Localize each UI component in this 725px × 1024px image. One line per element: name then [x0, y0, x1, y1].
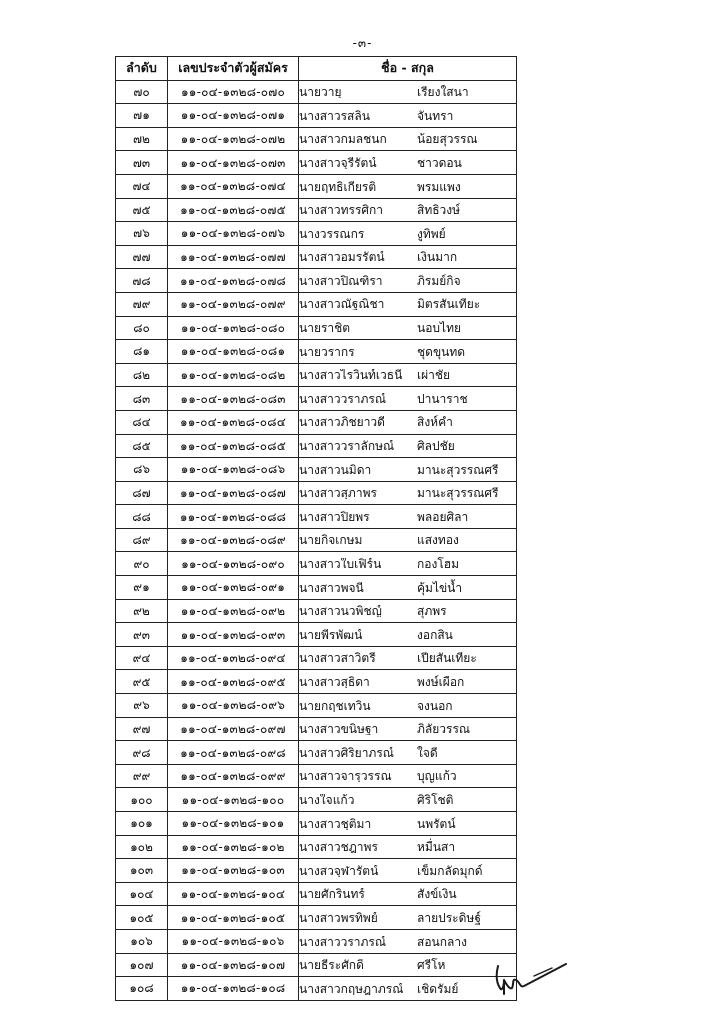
applicant-full-name [299, 929, 517, 953]
applicant-full-name [299, 835, 517, 859]
applicant-id: ๑๑-๐๔-๑๓๒๘-๑๐๗ [168, 953, 299, 977]
table-row [116, 528, 517, 552]
applicant-first-name: นายราชิต [299, 322, 351, 335]
applicant-first-name: นายศักรินทร์ [299, 888, 365, 901]
applicant-full-name [299, 127, 517, 151]
applicant-id: ๑๑-๐๔-๑๓๒๘-๐๗๘ [168, 269, 299, 293]
applicant-full-name [299, 859, 517, 883]
applicant-surname: แสงทอง [417, 533, 459, 548]
table-row [116, 363, 517, 387]
row-number: ๙๔ [116, 646, 168, 670]
applicant-surname: ภิลัยวรรณ [417, 722, 471, 737]
applicant-full-name [299, 741, 517, 765]
applicant-id: ๑๑-๐๔-๑๓๒๘-๐๗๔ [168, 174, 299, 198]
row-number: ๑๐๖ [116, 929, 168, 953]
table-row [116, 906, 517, 930]
row-number: ๙๐ [116, 552, 168, 576]
row-number: ๗๙ [116, 292, 168, 316]
applicant-first-name: นางสาวรสลิน [299, 109, 370, 122]
table-row [116, 387, 517, 411]
table-row [116, 717, 517, 741]
applicant-surname: กองโฮม [417, 557, 460, 572]
applicant-id: ๑๑-๐๔-๑๓๒๘-๑๐๕ [168, 906, 299, 930]
applicant-surname: มานะสุวรรณศรี [417, 462, 499, 477]
applicant-first-name: นายวายุ [299, 86, 342, 99]
row-number: ๘๗ [116, 481, 168, 505]
header-full-name: ชื่อ - สกุล [299, 57, 517, 81]
applicant-surname: หมื่นสา [417, 840, 456, 855]
applicant-full-name [299, 812, 517, 836]
applicant-first-name: นายพีรพัฒน์ [299, 628, 363, 641]
row-number: ๗๒ [116, 127, 168, 151]
table-row [116, 222, 517, 246]
row-number: ๗๖ [116, 222, 168, 246]
table-row [116, 151, 517, 175]
header-applicant-id: เลขประจำตัวผู้สมัคร [168, 57, 299, 81]
applicant-id: ๑๑-๐๔-๑๓๒๘-๐๙๖ [168, 694, 299, 718]
applicant-surname: สิทธิวงษ์ [417, 203, 461, 218]
table-row [116, 245, 517, 269]
applicant-first-name: นายธีระศักดิ์ [299, 959, 364, 972]
applicant-first-name: นางสาวขนิษฐา [299, 723, 379, 736]
applicant-id: ๑๑-๐๔-๑๓๒๘-๑๐๐ [168, 788, 299, 812]
row-number: ๗๗ [116, 245, 168, 269]
table-row [116, 458, 517, 482]
applicant-first-name: นางใจแก้ว [299, 793, 355, 806]
applicant-surname: สิงห์คำ [417, 415, 453, 430]
applicant-id: ๑๑-๐๔-๑๓๒๘-๐๗๑ [168, 104, 299, 128]
applicant-full-name [299, 292, 517, 316]
table-row [116, 812, 517, 836]
applicant-id: ๑๑-๐๔-๑๓๒๘-๑๐๘ [168, 977, 299, 1001]
applicant-surname: สุภพร [417, 604, 447, 619]
applicant-surname: นอบไทย [417, 321, 462, 336]
row-number: ๘๑ [116, 340, 168, 364]
applicant-full-name [299, 363, 517, 387]
applicant-id: ๑๑-๐๔-๑๓๒๘-๐๘๙ [168, 528, 299, 552]
applicant-full-name [299, 174, 517, 198]
row-number: ๑๐๔ [116, 882, 168, 906]
applicant-first-name: นางสาวกมลชนก [299, 133, 387, 146]
table-row [116, 269, 517, 293]
applicant-surname: สังข์เงิน [417, 887, 457, 902]
applicant-surname: พลอยศิลา [417, 509, 469, 524]
table-row [116, 788, 517, 812]
applicant-first-name: นางสาวสุธิดา [299, 675, 370, 688]
row-number: ๑๐๕ [116, 906, 168, 930]
table-row [116, 741, 517, 765]
applicant-full-name [299, 481, 517, 505]
applicant-surname: บุญแก้ว [417, 769, 457, 784]
applicant-full-name [299, 764, 517, 788]
applicant-full-name [299, 977, 517, 1001]
applicant-surname: จงนอก [417, 698, 453, 713]
table-row [116, 552, 517, 576]
applicant-surname: ลายประดิษฐ์ [417, 910, 481, 925]
row-number: ๗๓ [116, 151, 168, 175]
applicant-table [115, 56, 517, 1001]
applicant-surname: เข็มกลัดมุกด์ [417, 863, 483, 878]
applicant-surname: จันทรา [417, 108, 454, 123]
table-body [116, 80, 517, 1000]
applicant-first-name: นางสาววราลักษณ์ [299, 440, 395, 453]
table-row [116, 340, 517, 364]
applicant-id: ๑๑-๐๔-๑๓๒๘-๑๐๔ [168, 882, 299, 906]
applicant-first-name: นางสาวภิชยาวดี [299, 416, 385, 429]
applicant-first-name: นางสวจุฬารัตน์ [299, 864, 379, 877]
applicant-surname: มิตรสันเทียะ [417, 297, 481, 312]
applicant-surname: ศิริโชติ [417, 792, 454, 807]
table-row [116, 434, 517, 458]
handwritten-signature [490, 950, 570, 998]
applicant-full-name [299, 552, 517, 576]
table-row [116, 599, 517, 623]
row-number: ๙๖ [116, 694, 168, 718]
applicant-first-name: นางสาวสุภาพร [299, 487, 377, 500]
table-row [116, 410, 517, 434]
applicant-surname: ศรีโห [417, 958, 446, 973]
applicant-id: ๑๑-๐๔-๑๓๒๘-๐๘๘ [168, 505, 299, 529]
applicant-id: ๑๑-๐๔-๑๓๒๘-๐๗๗ [168, 245, 299, 269]
applicant-id: ๑๑-๐๔-๑๓๒๘-๐๗๐ [168, 80, 299, 104]
applicant-id: ๑๑-๐๔-๑๓๒๘-๐๗๓ [168, 151, 299, 175]
table-row [116, 623, 517, 647]
applicant-first-name: นางสาวใบเฟิร์น [299, 558, 382, 571]
row-number: ๙๙ [116, 764, 168, 788]
applicant-id: ๑๑-๐๔-๑๓๒๘-๐๙๑ [168, 576, 299, 600]
applicant-full-name [299, 953, 517, 977]
applicant-full-name [299, 198, 517, 222]
row-number: ๘๖ [116, 458, 168, 482]
applicant-id: ๑๑-๐๔-๑๓๒๘-๑๐๓ [168, 859, 299, 883]
applicant-surname: เรียงใสนา [417, 85, 469, 100]
applicant-first-name: นางสาวพรทิพย์ [299, 911, 378, 924]
table-row [116, 859, 517, 883]
table-row [116, 953, 517, 977]
applicant-id: ๑๑-๐๔-๑๓๒๘-๐๘๐ [168, 316, 299, 340]
table-row [116, 127, 517, 151]
row-number: ๑๐๘ [116, 977, 168, 1001]
applicant-id: ๑๑-๐๔-๑๓๒๘-๐๘๗ [168, 481, 299, 505]
table-row [116, 505, 517, 529]
applicant-full-name [299, 576, 517, 600]
applicant-full-name [299, 458, 517, 482]
table-row [116, 292, 517, 316]
applicant-first-name: นายวรากร [299, 345, 355, 358]
applicant-surname: ศิลปชัย [417, 439, 455, 454]
applicant-id: ๑๑-๐๔-๑๓๒๘-๐๘๔ [168, 410, 299, 434]
row-number: ๑๐๐ [116, 788, 168, 812]
applicant-first-name: นางสาวจุรีรัตน์ [299, 156, 377, 169]
applicant-id: ๑๑-๐๔-๑๓๒๘-๐๘๓ [168, 387, 299, 411]
table-row [116, 104, 517, 128]
row-number: ๗๐ [116, 80, 168, 104]
table-row [116, 646, 517, 670]
applicant-id: ๑๑-๐๔-๑๓๒๘-๑๐๒ [168, 835, 299, 859]
applicant-id: ๑๑-๐๔-๑๓๒๘-๑๐๖ [168, 929, 299, 953]
table-row [116, 576, 517, 600]
applicant-first-name: นางวรรณกร [299, 227, 365, 240]
table-row [116, 929, 517, 953]
row-number: ๘๙ [116, 528, 168, 552]
table-row [116, 481, 517, 505]
applicant-surname: ชุดขุนทด [417, 344, 466, 359]
applicant-first-name: นางสาวนมิดา [299, 463, 372, 476]
applicant-id: ๑๑-๐๔-๑๓๒๘-๐๘๖ [168, 458, 299, 482]
applicant-full-name [299, 104, 517, 128]
row-number: ๙๗ [116, 717, 168, 741]
row-number: ๙๕ [116, 670, 168, 694]
table-row [116, 316, 517, 340]
table-row [116, 670, 517, 694]
applicant-full-name [299, 528, 517, 552]
applicant-surname: ภิรมย์กิจ [417, 273, 461, 288]
applicant-id: ๑๑-๐๔-๑๓๒๘-๐๘๒ [168, 363, 299, 387]
applicant-surname: มานะสุวรรณศรี [417, 486, 499, 501]
table-row [116, 80, 517, 104]
applicant-first-name: นางสาวทรรศิกา [299, 204, 384, 217]
table-row [116, 977, 517, 1001]
applicant-first-name: นางสาวนวพิชญ์ [299, 605, 382, 618]
applicant-id: ๑๑-๐๔-๑๓๒๘-๐๘๕ [168, 434, 299, 458]
applicant-surname: เผ่าชัย [417, 368, 451, 383]
applicant-first-name: นางสาวไรวินท์เวธนี [299, 369, 403, 382]
header-number: ลำดับ [116, 57, 168, 81]
applicant-first-name: นางสาวพจนี [299, 581, 364, 594]
applicant-first-name: นายกิจเกษม [299, 534, 363, 547]
applicant-full-name [299, 269, 517, 293]
table-row [116, 174, 517, 198]
applicant-full-name [299, 882, 517, 906]
row-number: ๘๔ [116, 410, 168, 434]
applicant-first-name: นางสาวจารุวรรณ [299, 770, 392, 783]
applicant-surname: งูทิพย์ [417, 226, 446, 241]
applicant-full-name [299, 434, 517, 458]
applicant-first-name: นางสาวสาวิตรี [299, 652, 376, 665]
applicant-first-name: นางสาววราภรณ์ [299, 935, 387, 948]
row-number: ๗๔ [116, 174, 168, 198]
applicant-surname: น้อยสุวรรณ [417, 132, 478, 147]
row-number: ๗๘ [116, 269, 168, 293]
applicant-full-name [299, 80, 517, 104]
row-number: ๑๐๑ [116, 812, 168, 836]
applicant-full-name [299, 151, 517, 175]
applicant-full-name [299, 340, 517, 364]
table-header-row [116, 57, 517, 81]
row-number: ๙๘ [116, 741, 168, 765]
applicant-first-name: นายกฤชเทวิน [299, 699, 371, 712]
applicant-first-name: นางสาวศิริยาภรณ์ [299, 746, 394, 759]
applicant-surname: พรมแพง [417, 179, 461, 194]
applicant-id: ๑๑-๐๔-๑๓๒๘-๐๙๘ [168, 741, 299, 765]
applicant-first-name: นางสาวอมรรัตน์ [299, 251, 385, 264]
applicant-first-name: นางสาวชุติมา [299, 817, 372, 830]
row-number: ๑๐๓ [116, 859, 168, 883]
applicant-first-name: นางสาววราภรณ์ [299, 392, 387, 405]
row-number: ๗๑ [116, 104, 168, 128]
applicant-surname: สอนกลาง [417, 934, 467, 949]
applicant-id: ๑๑-๐๔-๑๓๒๘-๐๙๐ [168, 552, 299, 576]
applicant-surname: เปียสันเทียะ [417, 651, 477, 666]
applicant-full-name [299, 599, 517, 623]
applicant-full-name [299, 623, 517, 647]
row-number: ๗๕ [116, 198, 168, 222]
applicant-surname: เงินมาก [417, 250, 458, 265]
applicant-id: ๑๑-๐๔-๑๓๒๘-๐๙๔ [168, 646, 299, 670]
applicant-surname: งอกสิน [417, 627, 453, 642]
applicant-full-name [299, 906, 517, 930]
row-number: ๘๓ [116, 387, 168, 411]
applicant-id: ๑๑-๐๔-๑๓๒๘-๐๘๑ [168, 340, 299, 364]
row-number: ๘๕ [116, 434, 168, 458]
applicant-id: ๑๑-๐๔-๑๓๒๘-๐๗๕ [168, 198, 299, 222]
applicant-first-name: นางสาวกฤษฎาภรณ์ [299, 982, 404, 995]
applicant-full-name [299, 694, 517, 718]
row-number: ๑๐๒ [116, 835, 168, 859]
applicant-first-name: นางสาวชฎาพร [299, 841, 378, 854]
row-number: ๘๘ [116, 505, 168, 529]
table-row [116, 198, 517, 222]
applicant-surname: เชิดรัมย์ [417, 981, 459, 996]
row-number: ๙๒ [116, 599, 168, 623]
applicant-id: ๑๑-๐๔-๑๓๒๘-๐๙๒ [168, 599, 299, 623]
applicant-full-name [299, 387, 517, 411]
applicant-full-name [299, 316, 517, 340]
row-number: ๘๒ [116, 363, 168, 387]
applicant-id: ๑๑-๐๔-๑๓๒๘-๐๙๗ [168, 717, 299, 741]
applicant-full-name [299, 670, 517, 694]
applicant-surname: ปานาราช [417, 391, 468, 406]
applicant-surname: ชาวดอน [417, 155, 462, 170]
applicant-first-name: นางสาวณัฐณิชา [299, 298, 385, 311]
applicant-full-name [299, 410, 517, 434]
table-row [116, 764, 517, 788]
table-row [116, 694, 517, 718]
applicant-first-name: นายฤทธิเกียรติ [299, 180, 377, 193]
applicant-id: ๑๑-๐๔-๑๓๒๘-๐๙๓ [168, 623, 299, 647]
applicant-surname: นพรัตน์ [417, 816, 456, 831]
applicant-id: ๑๑-๐๔-๑๓๒๘-๐๙๙ [168, 764, 299, 788]
applicant-id: ๑๑-๐๔-๑๓๒๘-๐๗๒ [168, 127, 299, 151]
row-number: ๑๐๗ [116, 953, 168, 977]
applicant-id: ๑๑-๐๔-๑๓๒๘-๑๐๑ [168, 812, 299, 836]
applicant-full-name [299, 788, 517, 812]
applicant-full-name [299, 717, 517, 741]
applicant-full-name [299, 245, 517, 269]
row-number: ๙๓ [116, 623, 168, 647]
applicant-full-name [299, 646, 517, 670]
table-row [116, 882, 517, 906]
page-number: -๓- [352, 36, 373, 50]
applicant-surname: พงษ์เผือก [417, 674, 465, 689]
applicant-surname: คุ้มไข่น้ำ [417, 580, 463, 595]
applicant-full-name [299, 505, 517, 529]
applicant-surname: ใจดี [417, 745, 438, 760]
table-row [116, 835, 517, 859]
applicant-id: ๑๑-๐๔-๑๓๒๘-๐๗๖ [168, 222, 299, 246]
applicant-first-name: นางสาวปิณฑิรา [299, 274, 383, 287]
row-number: ๘๐ [116, 316, 168, 340]
applicant-full-name [299, 222, 517, 246]
row-number: ๙๑ [116, 576, 168, 600]
applicant-first-name: นางสาวปิยพร [299, 510, 370, 523]
applicant-id: ๑๑-๐๔-๑๓๒๘-๐๗๙ [168, 292, 299, 316]
applicant-id: ๑๑-๐๔-๑๓๒๘-๐๙๕ [168, 670, 299, 694]
